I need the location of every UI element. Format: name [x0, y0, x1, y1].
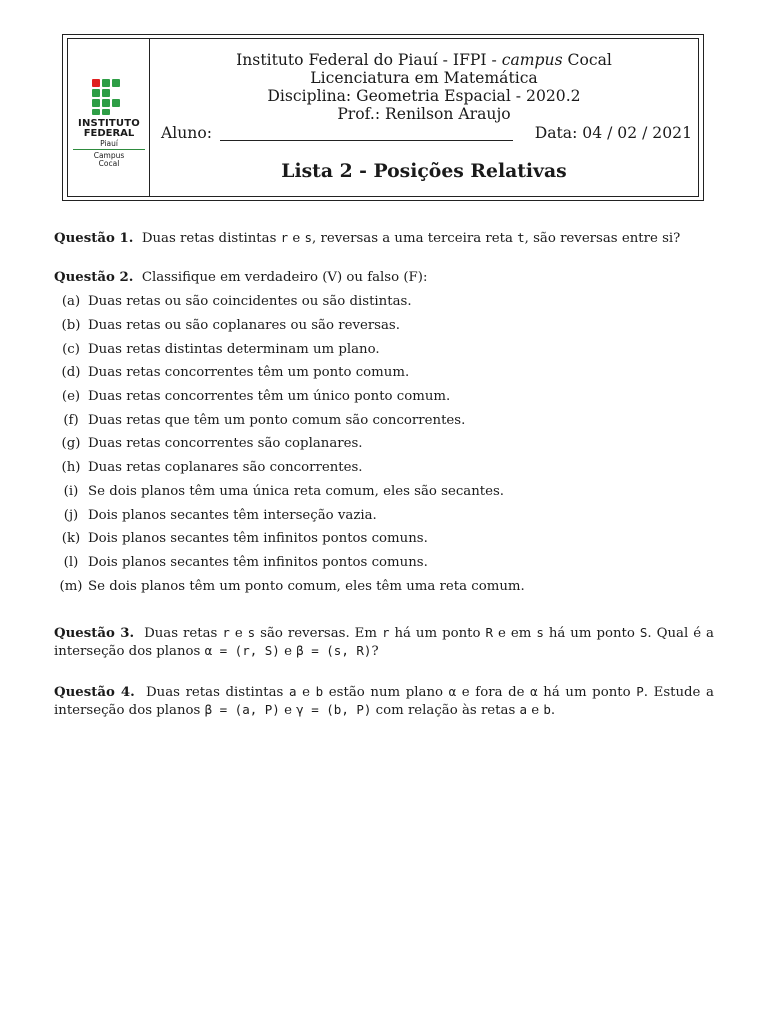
question-4-text: e — [527, 703, 544, 718]
question-1-text: Duas retas distintas — [141, 231, 281, 246]
institution-suffix: Cocal — [562, 51, 612, 69]
list-item — [54, 459, 363, 476]
item-label: (l) — [63, 555, 79, 570]
item-label: (h) — [61, 460, 81, 475]
list-item — [54, 507, 377, 524]
list-item — [54, 578, 525, 595]
var-r: r — [280, 230, 289, 245]
question-4-text: e — [296, 685, 316, 700]
list-item — [54, 435, 363, 452]
question-3-text: Duas retas — [144, 626, 223, 641]
logo-divider — [73, 149, 145, 150]
var-s: s — [536, 625, 544, 640]
question-2 — [54, 269, 714, 286]
item-label: (j) — [63, 508, 79, 523]
var-a: a — [289, 684, 297, 699]
item-text: Se dois planos têm um ponto comum, eles têm uma reta comum. — [88, 579, 525, 594]
list-item — [54, 341, 380, 358]
logo-text-piaui: Piauí — [100, 139, 118, 148]
item-label: (c) — [62, 342, 80, 357]
question-4-text: Duas retas distintas — [145, 685, 289, 700]
item-text: Duas retas concorrentes têm um único ponto comum. — [88, 389, 451, 404]
question-3-text: há um ponto — [543, 626, 640, 641]
item-label: (f) — [63, 413, 79, 428]
var-a: a — [519, 702, 528, 717]
var-b: b — [315, 684, 324, 699]
item-label: (d) — [61, 365, 81, 380]
list-item — [54, 530, 428, 547]
var-t: t — [517, 230, 525, 245]
list-item — [54, 483, 504, 500]
plane-beta-expr: β = (a, P) — [204, 702, 280, 717]
header-frame — [62, 34, 704, 201]
question-3-text: . Qual é a interseção dos planos — [54, 626, 714, 659]
student-label: Aluno: — [161, 124, 212, 142]
ifpi-logo — [68, 39, 150, 196]
var-b: b — [543, 702, 551, 717]
item-text: Se dois planos têm uma única reta comum, eles são secantes. — [88, 484, 505, 499]
logo-square — [92, 89, 100, 97]
question-4-label: Questão 4. — [54, 685, 135, 700]
list-item — [54, 364, 409, 381]
logo-text-instituto: INSTITUTO — [78, 118, 140, 129]
question-2-text: Classifique em verdadeiro (V) ou falso (F): — [141, 270, 428, 285]
item-text: Duas retas distintas determinam um plano. — [88, 342, 380, 357]
point-R: R — [485, 625, 494, 640]
logo-square — [112, 99, 120, 107]
student-name-blank[interactable] — [220, 140, 513, 141]
institution-campus-word: campus — [501, 51, 563, 69]
list-item — [54, 554, 428, 571]
question-3-label: Questão 3. — [54, 626, 135, 641]
course-name: Licenciatura em Matemática — [310, 69, 538, 87]
var-r: r — [222, 625, 230, 640]
plane-beta-expr: β = (s, R) — [296, 643, 372, 658]
institution-prefix: Instituto Federal do Piauí - IFPI - — [236, 51, 502, 69]
question-4-text: e fora de — [456, 685, 531, 700]
institution-name — [150, 52, 698, 70]
question-4-text: . — [550, 703, 556, 718]
question-3-text: são reversas. Em — [255, 626, 382, 641]
plane-alpha-expr: α = (r, S) — [204, 643, 280, 658]
question-4-text: e — [279, 703, 297, 718]
logo-text-campus: Campus — [93, 151, 125, 160]
question-4-text: estão num plano — [323, 685, 449, 700]
logo-square — [102, 89, 110, 97]
item-label: (e) — [61, 389, 81, 404]
var-r: r — [381, 625, 390, 640]
discipline-name: Disciplina: Geometria Espacial - 2020.2 — [267, 87, 581, 105]
logo-square — [102, 109, 110, 115]
logo-text-cocal: Cocal — [98, 159, 120, 168]
question-1-text: e — [288, 231, 305, 246]
plane-alpha: α — [530, 684, 538, 699]
point-S: S — [639, 625, 648, 640]
logo-square — [92, 109, 100, 115]
header-inner-frame — [67, 38, 699, 197]
var-s: s — [304, 230, 313, 245]
logo-square — [112, 79, 120, 87]
item-label: (g) — [61, 436, 81, 451]
logo-red-dot — [92, 79, 100, 87]
question-3-text: ? — [371, 644, 379, 659]
logo-square — [102, 79, 110, 87]
item-text: Duas retas concorrentes têm um ponto comum. — [88, 365, 410, 380]
question-4-text: com relação às retas — [371, 703, 520, 718]
question-4-text: . Estude a interseção dos planos — [54, 685, 714, 718]
question-1-text: , reversas a uma terceira reta — [312, 231, 518, 246]
question-3-text: há um ponto — [389, 626, 486, 641]
question-4 — [54, 683, 714, 719]
item-label: (m) — [59, 579, 83, 594]
logo-square — [102, 99, 110, 107]
item-text: Duas retas ou são coincidentes ou são distintas. — [88, 294, 412, 309]
list-item — [54, 388, 450, 405]
question-3-text: e — [279, 644, 297, 659]
logo-text-federal: FEDERAL — [83, 128, 135, 139]
list-item — [54, 293, 412, 310]
list-item — [54, 412, 465, 429]
item-label: (a) — [61, 294, 81, 309]
question-4-text: há um ponto — [537, 685, 637, 700]
question-3-text: e — [229, 626, 248, 641]
item-text: Dois planos secantes têm interseção vazia. — [88, 508, 377, 523]
point-P: P — [636, 684, 644, 699]
list-title: Lista 2 - Posições Relativas — [281, 160, 567, 182]
logo-grid-icon — [92, 79, 122, 115]
item-label: (b) — [61, 318, 81, 333]
question-1 — [54, 229, 714, 247]
plane-alpha: α — [448, 684, 457, 699]
logo-square — [92, 99, 100, 107]
item-text: Dois planos secantes têm infinitos pontos comuns. — [88, 555, 428, 570]
list-item — [54, 317, 400, 334]
question-3 — [54, 624, 714, 660]
plane-gamma-expr: γ = (b, P) — [296, 702, 372, 717]
item-text: Duas retas concorrentes são coplanares. — [88, 436, 363, 451]
question-3-text: e em — [493, 626, 537, 641]
var-s: s — [247, 625, 256, 640]
item-text: Dois planos secantes têm infinitos pontos comuns. — [88, 531, 428, 546]
question-1-label: Questão 1. — [54, 231, 134, 246]
item-label: (i) — [63, 484, 79, 499]
question-1-text: , são reversas entre si? — [524, 231, 681, 246]
item-label: (k) — [61, 531, 81, 546]
item-text: Duas retas coplanares são concorrentes. — [88, 460, 363, 475]
item-text: Duas retas ou são coplanares ou são reversas. — [88, 318, 400, 333]
question-2-label: Questão 2. — [54, 270, 134, 285]
date-label: Data: 04 / 02 / 2021 — [534, 124, 692, 142]
item-text: Duas retas que têm um ponto comum são concorrentes. — [88, 413, 466, 428]
professor-name: Prof.: Renilson Araujo — [337, 105, 511, 123]
